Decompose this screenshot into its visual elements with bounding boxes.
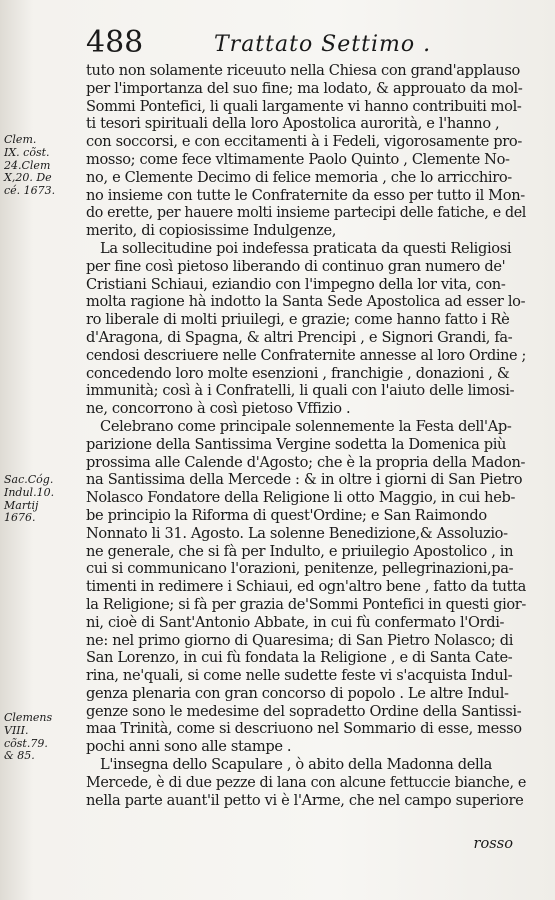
text-line: con soccorsi, e con eccitamenti à i Fedeli, vigorosamente pro- [86,133,522,151]
page-number: 488 [86,25,144,60]
margin-note-line: Sac.Cóg. [4,473,54,486]
text-line: ne, concorrono à così pietoso Vffizio . [86,400,351,418]
text-line: Cristiani Schiaui, eziandio con l'impegno della lor vita, con- [86,275,506,293]
text-line: molta ragione hà indotto la Santa Sede Apostolica ad esser lo- [86,293,526,311]
text-line: mosso; come fece vltimamente Paolo Quinto , Clemente No- [86,150,510,168]
text-line: la Religione; si fà per grazia de'Sommi Pontefici in questi gior- [86,595,526,613]
text-line: parizione della Santissima Vergine sodetta la Domenica più [86,435,507,453]
catchword: rosso [473,835,513,852]
text-line: Sommi Pontefici, li quali largamente vi hanno contribuiti mol- [86,97,522,115]
margin-note-line: VIII. [4,723,29,737]
margin-note-line: X,20. De [4,171,52,185]
text-line: ne generale, che si fà per Indulto, e priuilegio Apostolico , in [86,542,514,560]
text-line: genza plenaria con gran concorso di popolo . Le altre Indul- [86,684,509,702]
text-line: pochi anni sono alle stampe . [86,738,292,756]
text-line: Mercede, è di due pezze di lana con alcune fettuccie bianche, e [86,773,527,791]
text-line: Nonnato li 31. Agosto. La solenne Benedizione,& Assoluzio- [86,524,508,542]
text-line: per fine così pietoso liberando di continuo gran numero de' [86,257,506,275]
text-line: timenti in redimere i Schiaui, ed ogn'altro bene , fatto da tutta [86,578,526,596]
text-line: tuto non solamente riceuuto nella Chiesa con grand'applauso [86,62,520,79]
text-line: rina, ne'quali, si come nelle sudette feste vi s'acquista Indul- [86,667,513,685]
margin-note-line: cé. 1673. [4,184,56,198]
text-line: cendosi descriuere nelle Confraternite annesse al loro Ordine ; [86,346,527,364]
paragraph-start-line: L'insegna dello Scapulare , ò abito della Madonna della [100,756,492,774]
text-line: no insieme con tutte le Confraternite da esso per tutto il Mon- [86,186,525,204]
text-line: maa Trinità, come si descriuono nel Sommario di esse, messo [86,720,522,738]
text-line: San Lorenzo, in cui fù fondata la Religione , e di Santa Cate- [86,649,513,667]
margin-note-line: Indul.10. [4,485,55,499]
text-line: Nolasco Fondatore della Religione li otto Maggio, in cui heb- [86,489,516,507]
text-line: per l'importanza del suo fine; ma lodato, & approuato da mol- [86,79,523,97]
text-line: concedendo loro molte esenzioni , franchigie , donazioni , & [86,364,510,382]
text-line: be principio la Riforma di quest'Ordine; e San Raimondo [86,506,487,524]
text-line: ni, cioè di Sant'Antonio Abbate, in cui fù confermato l'Ordi- [86,613,505,631]
margin-note-line: Clemens [4,711,53,724]
text-line: nella parte auant'il petto vi è l'Arme, che nel campo superiore [86,791,524,809]
text-line: cui si communicano l'orazioni, penitenze, pellegrinazioni,pa- [86,560,514,578]
text-line: genze sono le medesime del sopradetto Ordine della Santissi- [86,702,522,720]
margin-note-line: 24.Clem [4,158,51,172]
body-text [86,62,526,809]
margin-note-line: Clem. [4,133,37,146]
margin-note-clement [4,134,76,198]
margin-note-sac-cong [4,474,76,525]
paragraph-start-line: Celebrano come principale solennemente la Festa dell'Ap- [100,417,512,435]
margin-note-clemens-viii [4,712,76,763]
page-header [86,26,506,60]
text-line: ro liberale di molti priuilegi, e grazie; come hanno fatto i Rè [86,311,510,329]
margin-note-line: IX. cõst. [4,145,50,159]
text-line: ne: nel primo giorno di Quaresima; di San Pietro Nolasco; di [86,631,514,649]
text-line: na Santissima della Mercede : & in oltre i giorni di San Pietro [86,471,523,489]
margin-note-line: 1676. [4,511,36,525]
text-line: no, e Clemente Decimo di felice memoria , che lo arricchiro- [86,168,512,186]
margin-note-line: Martij [4,498,39,512]
paragraph-start-line: La sollecitudine poi indefessa praticata da questi Religiosi [100,239,512,257]
text-line: d'Aragona, di Spagna, & altri Prencipi , e Signori Grandi, fa- [86,328,513,346]
text-line: do erette, per hauere molti insieme partecipi delle fatiche, e del [86,204,527,222]
text-line: ti tesori spirituali della loro Apostolica aurorità, e l'hanno , [86,115,500,133]
text-line: prossima alle Calende d'Agosto; che è la propria della Madon- [86,453,526,471]
margin-note-line: & 85. [4,749,35,763]
running-title: Trattato Settimo . [214,32,432,57]
text-line: immunità; così à i Confratelli, li quali con l'aiuto delle limosi- [86,382,515,400]
text-line: merito, di copiosissime Indulgenze, [86,222,337,240]
margin-note-line: cõst.79. [4,736,48,750]
